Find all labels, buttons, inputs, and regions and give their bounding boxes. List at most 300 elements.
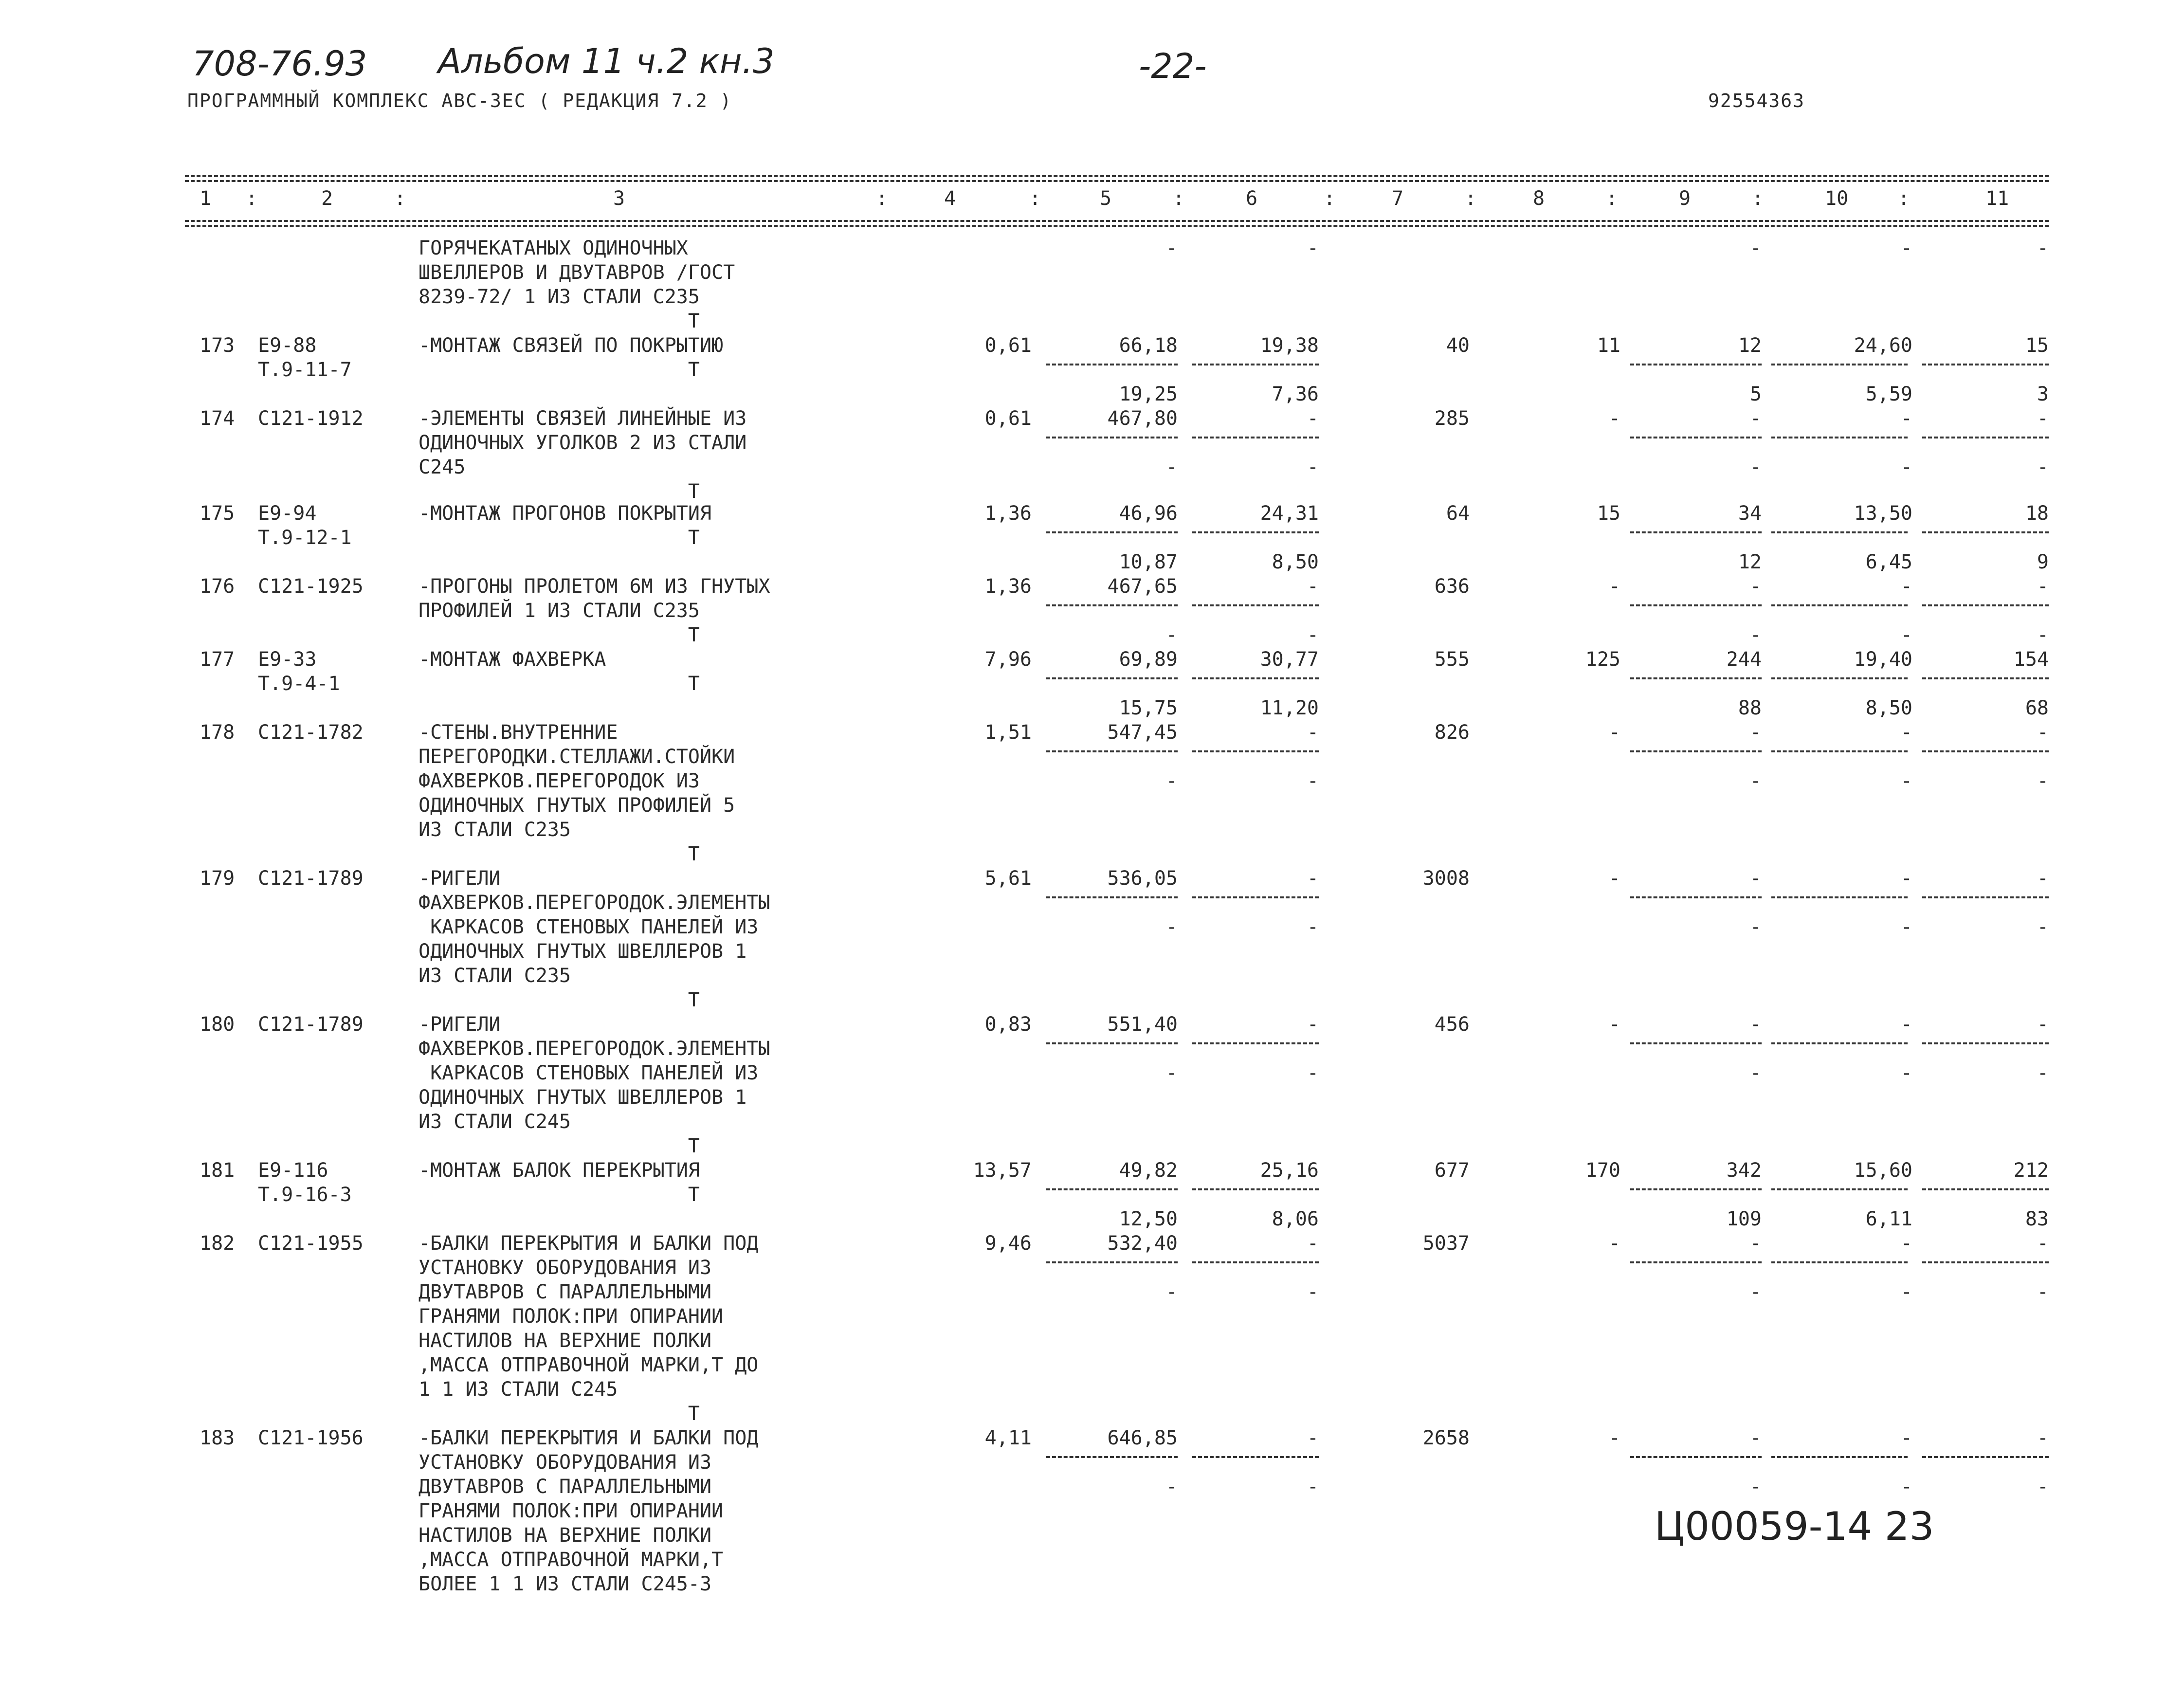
- cell-c5: 467,80: [1107, 407, 1178, 430]
- column-header-2: 2: [321, 187, 333, 210]
- cell-c10: -: [1900, 575, 1912, 598]
- cell-c5-sub: -: [1165, 1281, 1178, 1303]
- column-header-3: 3: [613, 187, 625, 210]
- column-separator: :: [1606, 187, 1618, 210]
- cell-underline: [1192, 1188, 1319, 1190]
- cell-c11-sub: 3: [2037, 383, 2049, 405]
- row-code: С121-1912: [258, 407, 364, 430]
- cell-c8: -: [1608, 575, 1620, 598]
- row-number: 174: [200, 407, 235, 430]
- cell-c6: -: [1307, 1232, 1319, 1255]
- cell-underline: [1922, 531, 2049, 533]
- cell-underline: [1630, 531, 1762, 533]
- cell-c7: 555: [1434, 648, 1470, 671]
- cell-c6-sub: 8,50: [1272, 551, 1319, 573]
- cell-c6: 30,77: [1260, 648, 1319, 671]
- stamp-number: Ц00059-14 23: [1655, 1504, 1934, 1549]
- cell-c11: -: [2037, 1232, 2049, 1255]
- cell-c9-sub: -: [1749, 770, 1762, 792]
- row-description-line: -РИГЕЛИ: [419, 1013, 501, 1036]
- cell-c11-sub: -: [2037, 624, 2049, 646]
- cell-underline: [1771, 1042, 1908, 1044]
- album-label: Альбом 11 ч.2 кн.3: [438, 41, 775, 81]
- cell-c4: 0,83: [984, 1013, 1032, 1036]
- cell-c9: -: [1749, 721, 1762, 744]
- cell-c11: 15: [2025, 334, 2049, 357]
- row-description-line: ГРАНЯМИ ПОЛОК:ПРИ ОПИРАНИИ: [419, 1305, 724, 1328]
- row-description-line: ,МАССА ОТПРАВОЧНОЙ МАРКИ,Т ДО: [419, 1354, 759, 1376]
- cell-underline: [1630, 896, 1762, 898]
- row-description-line: Т: [419, 359, 700, 381]
- cell-underline: [1630, 604, 1762, 606]
- cell-underline: [1046, 750, 1178, 752]
- program-label: ПРОГРАММНЫЙ КОМПЛЕКС АВС-3ЕС ( РЕДАКЦИЯ 7.2 ): [187, 90, 732, 111]
- cell-c10: 19,40: [1854, 648, 1912, 671]
- cell-c10-sub: -: [1900, 624, 1912, 646]
- row-description-line: ИЗ СТАЛИ С245: [419, 1111, 571, 1133]
- cell-c8: 125: [1585, 648, 1620, 671]
- cell-underline: [1192, 531, 1319, 533]
- row-description-line: Т: [419, 1184, 700, 1206]
- column-header-10: 10: [1825, 187, 1849, 210]
- cell-c5: 49,82: [1119, 1159, 1178, 1182]
- cell-c7: 3008: [1422, 867, 1470, 890]
- cell-c9-sub: -: [1749, 1281, 1762, 1303]
- row-description-line: НАСТИЛОВ НА ВЕРХНИЕ ПОЛКИ: [419, 1330, 712, 1352]
- row-description-line: УСТАНОВКУ ОБОРУДОВАНИЯ ИЗ: [419, 1257, 712, 1279]
- cell-underline: [1630, 1456, 1762, 1458]
- cell-c11: 154: [2013, 648, 2049, 671]
- column-separator: :: [1465, 187, 1477, 210]
- column-header-9: 9: [1679, 187, 1691, 210]
- cell-underline: [1922, 750, 2049, 752]
- page-number: -22-: [1139, 46, 1207, 86]
- cell-c10: -: [1900, 1232, 1912, 1255]
- column-separator: :: [394, 187, 406, 210]
- cell-c9: -: [1749, 237, 1762, 259]
- row-description-line: КАРКАСОВ СТЕНОВЫХ ПАНЕЛЕЙ ИЗ: [419, 916, 759, 938]
- cell-c6-sub: -: [1307, 1476, 1319, 1498]
- cell-c9: -: [1749, 1232, 1762, 1255]
- row-subcode: Т.9-11-7: [258, 359, 352, 381]
- row-code: Е9-94: [258, 502, 317, 525]
- cell-c10: 15,60: [1854, 1159, 1912, 1182]
- row-description-line: ИЗ СТАЛИ С235: [419, 819, 571, 841]
- cell-c7: 64: [1446, 502, 1470, 525]
- row-description-line: ШВЕЛЛЕРОВ И ДВУТАВРОВ /ГОСТ: [419, 261, 735, 284]
- row-description-line: -МОНТАЖ ФАХВЕРКА: [419, 648, 606, 671]
- cell-c9-sub: -: [1749, 1062, 1762, 1084]
- cell-c11: -: [2037, 407, 2049, 430]
- cell-c11: -: [2037, 575, 2049, 598]
- row-description-line: ОДИНОЧНЫХ УГОЛКОВ 2 ИЗ СТАЛИ: [419, 432, 747, 454]
- cell-c9-sub: -: [1749, 916, 1762, 938]
- cell-c10: -: [1900, 1013, 1912, 1036]
- row-subcode: Т.9-4-1: [258, 673, 340, 695]
- cell-c8: 11: [1597, 334, 1620, 357]
- cell-underline: [1630, 364, 1762, 365]
- column-header-1: 1: [200, 187, 212, 210]
- row-description-line: -РИГЕЛИ: [419, 867, 501, 890]
- cell-underline: [1922, 1261, 2049, 1263]
- column-separator: :: [1752, 187, 1764, 210]
- cell-c9-sub: 88: [1738, 697, 1762, 719]
- cell-c4: 0,61: [984, 334, 1032, 357]
- cell-c11-sub: -: [2037, 1062, 2049, 1084]
- cell-c11: -: [2037, 1013, 2049, 1036]
- cell-underline: [1192, 364, 1319, 365]
- cell-c7: 5037: [1422, 1232, 1470, 1255]
- cell-c5-sub: 19,25: [1119, 383, 1178, 405]
- cell-c4: 9,46: [984, 1232, 1032, 1255]
- cell-underline: [1192, 1261, 1319, 1263]
- column-header-8: 8: [1533, 187, 1545, 210]
- cell-c5-sub: 10,87: [1119, 551, 1178, 573]
- cell-c10: -: [1900, 721, 1912, 744]
- cell-c11-sub: -: [2037, 770, 2049, 792]
- cell-c4: 1,51: [984, 721, 1032, 744]
- cell-c9-sub: -: [1749, 1476, 1762, 1498]
- cell-underline: [1771, 1456, 1908, 1458]
- column-separator: :: [1324, 187, 1336, 210]
- cell-c11: 212: [2013, 1159, 2049, 1182]
- row-description-line: Т: [419, 480, 700, 503]
- cell-underline: [1046, 437, 1178, 438]
- cell-c11: -: [2037, 237, 2049, 259]
- cell-c6-sub: -: [1307, 456, 1319, 478]
- cell-underline: [1192, 677, 1319, 679]
- document-number: 92554363: [1708, 90, 1805, 111]
- cell-c5-sub: -: [1165, 456, 1178, 478]
- cell-c11-sub: -: [2037, 1476, 2049, 1498]
- cell-c5-sub: 12,50: [1119, 1208, 1178, 1230]
- row-description-line: Т: [419, 310, 700, 332]
- row-number: 177: [200, 648, 235, 671]
- cell-c6-sub: 8,06: [1272, 1208, 1319, 1230]
- row-number: 179: [200, 867, 235, 890]
- cell-underline: [1771, 1261, 1908, 1263]
- cell-c10-sub: -: [1900, 916, 1912, 938]
- cell-c10: 13,50: [1854, 502, 1912, 525]
- cell-c9: 342: [1726, 1159, 1762, 1182]
- cell-c6-sub: 11,20: [1260, 697, 1319, 719]
- cell-c4: 13,57: [973, 1159, 1032, 1182]
- cell-c10: -: [1900, 1427, 1912, 1449]
- row-description-line: ИЗ СТАЛИ С235: [419, 965, 571, 987]
- row-code: С121-1789: [258, 1013, 364, 1036]
- cell-c5-sub: -: [1165, 1476, 1178, 1498]
- row-code: Е9-88: [258, 334, 317, 357]
- cell-c9: -: [1749, 1427, 1762, 1449]
- cell-c4: 0,61: [984, 407, 1032, 430]
- cell-c5-sub: -: [1165, 770, 1178, 792]
- row-description-line: Т: [419, 1403, 700, 1425]
- cell-c9: -: [1749, 1013, 1762, 1036]
- row-description-line: Т: [419, 1135, 700, 1157]
- cell-underline: [1922, 677, 2049, 679]
- column-header-4: 4: [944, 187, 956, 210]
- cell-c10: 24,60: [1854, 334, 1912, 357]
- row-number: 173: [200, 334, 235, 357]
- cell-underline: [1630, 1188, 1762, 1190]
- row-description-line: ДВУТАВРОВ С ПАРАЛЛЕЛЬНЫМИ: [419, 1281, 712, 1303]
- cell-underline: [1192, 1042, 1319, 1044]
- row-description-line: -БАЛКИ ПЕРЕКРЫТИЯ И БАЛКИ ПОД: [419, 1232, 759, 1255]
- cell-c8: 15: [1597, 502, 1620, 525]
- cell-c8: -: [1608, 1232, 1620, 1255]
- cell-c11-sub: 83: [2025, 1208, 2049, 1230]
- row-code: С121-1789: [258, 867, 364, 890]
- cell-c10-sub: 6,11: [1865, 1208, 1912, 1230]
- cell-c4: 1,36: [984, 575, 1032, 598]
- cell-underline: [1771, 604, 1908, 606]
- cell-c5-sub: -: [1165, 624, 1178, 646]
- row-code: С121-1925: [258, 575, 364, 598]
- row-description-line: -МОНТАЖ ПРОГОНОВ ПОКРЫТИЯ: [419, 502, 712, 525]
- cell-c11: -: [2037, 1427, 2049, 1449]
- column-header-6: 6: [1246, 187, 1258, 210]
- cell-underline: [1922, 896, 2049, 898]
- row-description-line: ФАХВЕРКОВ.ПЕРЕГОРОДОК ИЗ: [419, 770, 700, 792]
- row-code: С121-1782: [258, 721, 364, 744]
- cell-c5: 551,40: [1107, 1013, 1178, 1036]
- cell-underline: [1922, 1456, 2049, 1458]
- row-description-line: УСТАНОВКУ ОБОРУДОВАНИЯ ИЗ: [419, 1451, 712, 1474]
- row-description-line: Т: [419, 624, 700, 646]
- cell-c6-sub: -: [1307, 770, 1319, 792]
- cell-c6: 25,16: [1260, 1159, 1319, 1182]
- cell-c10: -: [1900, 867, 1912, 890]
- row-code: С121-1956: [258, 1427, 364, 1449]
- row-code: С121-1955: [258, 1232, 364, 1255]
- row-code: Е9-33: [258, 648, 317, 671]
- cell-c11-sub: 68: [2025, 697, 2049, 719]
- cell-c6: -: [1307, 721, 1319, 744]
- row-description-line: ДВУТАВРОВ С ПАРАЛЛЕЛЬНЫМИ: [419, 1476, 712, 1498]
- row-description-line: -МОНТАЖ БАЛОК ПЕРЕКРЫТИЯ: [419, 1159, 700, 1182]
- cell-c5: 646,85: [1107, 1427, 1178, 1449]
- row-description-line: ФАХВЕРКОВ.ПЕРЕГОРОДОК.ЭЛЕМЕНТЫ: [419, 1038, 770, 1060]
- row-number: 180: [200, 1013, 235, 1036]
- cell-c4: 1,36: [984, 502, 1032, 525]
- cell-underline: [1922, 1042, 2049, 1044]
- cell-c9: -: [1749, 575, 1762, 598]
- cell-c6-sub: -: [1307, 1062, 1319, 1084]
- cell-c5: 536,05: [1107, 867, 1178, 890]
- row-number: 181: [200, 1159, 235, 1182]
- row-description-line: НАСТИЛОВ НА ВЕРХНИЕ ПОЛКИ: [419, 1524, 712, 1547]
- cell-underline: [1192, 896, 1319, 898]
- cell-underline: [1922, 437, 2049, 438]
- row-description-line: ПЕРЕГОРОДКИ.СТЕЛЛАЖИ.СТОЙКИ: [419, 746, 735, 768]
- cell-c9: 34: [1738, 502, 1762, 525]
- cell-c9-sub: 12: [1738, 551, 1762, 573]
- cell-c8: -: [1608, 867, 1620, 890]
- row-description-line: ОДИНОЧНЫХ ГНУТЫХ ШВЕЛЛЕРОВ 1: [419, 940, 747, 963]
- row-subcode: Т.9-16-3: [258, 1184, 352, 1206]
- row-code: Е9-116: [258, 1159, 328, 1182]
- cell-underline: [1046, 1188, 1178, 1190]
- column-separator: :: [1173, 187, 1185, 210]
- cell-underline: [1630, 750, 1762, 752]
- cell-c5-sub: -: [1165, 1062, 1178, 1084]
- cell-c11: -: [2037, 721, 2049, 744]
- row-description-line: ОДИНОЧНЫХ ГНУТЫХ ШВЕЛЛЕРОВ 1: [419, 1086, 747, 1109]
- cell-c9-sub: -: [1749, 456, 1762, 478]
- row-description-line: Т: [419, 673, 700, 695]
- cell-underline: [1771, 437, 1908, 438]
- cell-underline: [1046, 604, 1178, 606]
- cell-c9: -: [1749, 407, 1762, 430]
- cell-c6: 24,31: [1260, 502, 1319, 525]
- row-description-line: С245: [419, 456, 466, 478]
- cell-c7: 456: [1434, 1013, 1470, 1036]
- cell-c10-sub: -: [1900, 1281, 1912, 1303]
- cell-underline: [1046, 364, 1178, 365]
- row-description-line: ПРОФИЛЕЙ 1 ИЗ СТАЛИ С235: [419, 600, 700, 622]
- cell-c10-sub: 6,45: [1865, 551, 1912, 573]
- cell-c11-sub: -: [2037, 456, 2049, 478]
- cell-c7: 285: [1434, 407, 1470, 430]
- cell-c7: 826: [1434, 721, 1470, 744]
- cell-c6: 19,38: [1260, 334, 1319, 357]
- row-description-line: ГОРЯЧЕКАТАНЫХ ОДИНОЧНЫХ: [419, 237, 688, 259]
- row-number: 178: [200, 721, 235, 744]
- row-description-line: Т: [419, 527, 700, 549]
- header-bottom-rule: [185, 220, 2049, 222]
- cell-c9-sub: 5: [1749, 383, 1762, 405]
- row-description-line: БОЛЕЕ 1 1 ИЗ СТАЛИ С245-3: [419, 1573, 712, 1595]
- row-description-line: -ЭЛЕМЕНТЫ СВЯЗЕЙ ЛИНЕЙНЫЕ ИЗ: [419, 407, 747, 430]
- row-description-line: Т: [419, 843, 700, 865]
- column-header-7: 7: [1392, 187, 1404, 210]
- cell-underline: [1630, 437, 1762, 438]
- cell-underline: [1192, 437, 1319, 438]
- cell-c6: -: [1307, 1427, 1319, 1449]
- cell-c10-sub: -: [1900, 456, 1912, 478]
- header-top-rule: [185, 175, 2049, 177]
- cell-c9: -: [1749, 867, 1762, 890]
- cell-c11: 18: [2025, 502, 2049, 525]
- row-number: 175: [200, 502, 235, 525]
- cell-c10-sub: -: [1900, 1476, 1912, 1498]
- row-number: 176: [200, 575, 235, 598]
- row-description-line: Т: [419, 989, 700, 1011]
- cell-c7: 636: [1434, 575, 1470, 598]
- cell-c9-sub: 109: [1726, 1208, 1762, 1230]
- cell-underline: [1192, 604, 1319, 606]
- cell-c7: 40: [1446, 334, 1470, 357]
- row-description-line: ,МАССА ОТПРАВОЧНОЙ МАРКИ,Т: [419, 1549, 724, 1571]
- column-separator: :: [1898, 187, 1910, 210]
- cell-c6-sub: 7,36: [1272, 383, 1319, 405]
- cell-underline: [1630, 677, 1762, 679]
- cell-c8: 170: [1585, 1159, 1620, 1182]
- header-bottom-rule-2: [185, 225, 2049, 227]
- cell-underline: [1046, 677, 1178, 679]
- cell-underline: [1630, 1042, 1762, 1044]
- cell-c5: 467,65: [1107, 575, 1178, 598]
- cell-underline: [1046, 1456, 1178, 1458]
- cell-underline: [1771, 1188, 1908, 1190]
- row-description-line: ГРАНЯМИ ПОЛОК:ПРИ ОПИРАНИИ: [419, 1500, 724, 1522]
- row-description-line: 8239-72/ 1 ИЗ СТАЛИ С235: [419, 286, 700, 308]
- header-top-rule-2: [185, 180, 2049, 182]
- row-number: 183: [200, 1427, 235, 1449]
- cell-underline: [1046, 1261, 1178, 1263]
- cell-underline: [1771, 364, 1908, 365]
- row-description-line: -БАЛКИ ПЕРЕКРЫТИЯ И БАЛКИ ПОД: [419, 1427, 759, 1449]
- cell-underline: [1922, 1188, 2049, 1190]
- cell-c6-sub: -: [1307, 916, 1319, 938]
- column-separator: :: [876, 187, 888, 210]
- cell-c5: 547,45: [1107, 721, 1178, 744]
- cell-c11-sub: -: [2037, 1281, 2049, 1303]
- cell-c7: 677: [1434, 1159, 1470, 1182]
- column-separator: :: [246, 187, 258, 210]
- cell-c6-sub: -: [1307, 1281, 1319, 1303]
- cell-c10-sub: -: [1900, 770, 1912, 792]
- cell-c11-sub: 9: [2037, 551, 2049, 573]
- cell-underline: [1630, 1261, 1762, 1263]
- cell-underline: [1046, 531, 1178, 533]
- row-description-line: ОДИНОЧНЫХ ГНУТЫХ ПРОФИЛЕЙ 5: [419, 794, 735, 817]
- cell-underline: [1192, 750, 1319, 752]
- cell-underline: [1922, 364, 2049, 365]
- cell-c6: -: [1307, 407, 1319, 430]
- cell-c8: -: [1608, 1013, 1620, 1036]
- cell-c6: -: [1307, 1013, 1319, 1036]
- cell-c6: -: [1307, 575, 1319, 598]
- cell-c10-sub: 5,59: [1865, 383, 1912, 405]
- cell-c11: -: [2037, 867, 2049, 890]
- cell-c10: -: [1900, 237, 1912, 259]
- cell-c4: 4,11: [984, 1427, 1032, 1449]
- cell-c8: -: [1608, 721, 1620, 744]
- column-header-5: 5: [1100, 187, 1112, 210]
- cell-c10-sub: 8,50: [1865, 697, 1912, 719]
- row-description-line: -СТЕНЫ.ВНУТРЕННИЕ: [419, 721, 618, 744]
- cell-c9-sub: -: [1749, 624, 1762, 646]
- row-description-line: -ПРОГОНЫ ПРОЛЕТОМ 6М ИЗ ГНУТЫХ: [419, 575, 770, 598]
- row-description-line: ФАХВЕРКОВ.ПЕРЕГОРОДОК.ЭЛЕМЕНТЫ: [419, 892, 770, 914]
- cell-c7: 2658: [1422, 1427, 1470, 1449]
- cell-underline: [1771, 896, 1908, 898]
- cell-underline: [1771, 531, 1908, 533]
- cell-c10: -: [1900, 407, 1912, 430]
- cell-c5: -: [1165, 237, 1178, 259]
- cell-underline: [1771, 750, 1908, 752]
- cell-underline: [1192, 1456, 1319, 1458]
- row-subcode: Т.9-12-1: [258, 527, 352, 549]
- cell-c6: -: [1307, 237, 1319, 259]
- cell-c8: -: [1608, 1427, 1620, 1449]
- cell-c5: 46,96: [1119, 502, 1178, 525]
- cell-c4: 7,96: [984, 648, 1032, 671]
- cell-c5: 69,89: [1119, 648, 1178, 671]
- column-separator: :: [1029, 187, 1041, 210]
- row-number: 182: [200, 1232, 235, 1255]
- cell-c5-sub: 15,75: [1119, 697, 1178, 719]
- cell-c6-sub: -: [1307, 624, 1319, 646]
- cell-c5: 532,40: [1107, 1232, 1178, 1255]
- cell-c4: 5,61: [984, 867, 1032, 890]
- cell-underline: [1046, 896, 1178, 898]
- cell-underline: [1922, 604, 2049, 606]
- row-description-line: -МОНТАЖ СВЯЗЕЙ ПО ПОКРЫТИЮ: [419, 334, 724, 357]
- cell-c5-sub: -: [1165, 916, 1178, 938]
- cell-underline: [1046, 1042, 1178, 1044]
